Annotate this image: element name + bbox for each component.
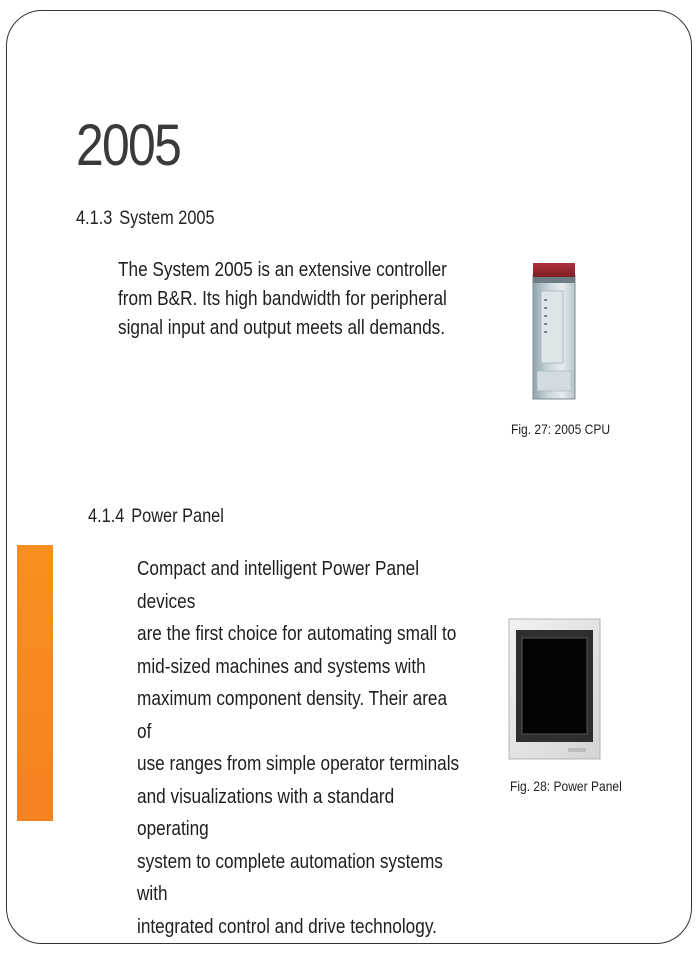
power-panel-image — [508, 618, 601, 760]
text-line: and visualizations with a standard operating — [137, 785, 395, 840]
text-line: mid-sized machines and systems with — [137, 655, 426, 678]
section-heading-power-panel — [88, 506, 224, 528]
section-heading-system-2005 — [76, 208, 215, 230]
page-title: 2005 — [76, 113, 181, 178]
text-line: from B&R. Its high bandwidth for peripheral — [118, 288, 447, 310]
text-line: Compact and intelligent Power Panel devices — [137, 558, 420, 613]
figure-caption-2005-cpu: Fig. 27: 2005 CPU — [511, 421, 611, 437]
text-line: The System 2005 is an extensive controller — [118, 259, 447, 281]
section-title: Power Panel — [131, 506, 224, 527]
power-panel-description — [137, 553, 464, 943]
text-line: system to complete automation systems with — [137, 850, 443, 905]
text-line: maximum component density. Their area of — [137, 688, 448, 743]
text-line: are the first choice for automating small to — [137, 623, 457, 645]
system-2005-description — [118, 256, 462, 343]
plc-cpu-module-image — [531, 261, 577, 401]
figure-caption-power-panel: Fig. 28: Power Panel — [510, 778, 622, 794]
text-line: use ranges from simple operator terminals — [137, 753, 460, 775]
section-number: 4.1.4 — [88, 506, 125, 527]
orange-accent-bar — [17, 545, 53, 821]
section-number: 4.1.3 — [76, 208, 113, 229]
text-line: integrated control and drive technology. — [137, 915, 437, 938]
section-title: System 2005 — [119, 208, 215, 229]
text-line: signal input and output meets all demands. — [118, 317, 446, 339]
